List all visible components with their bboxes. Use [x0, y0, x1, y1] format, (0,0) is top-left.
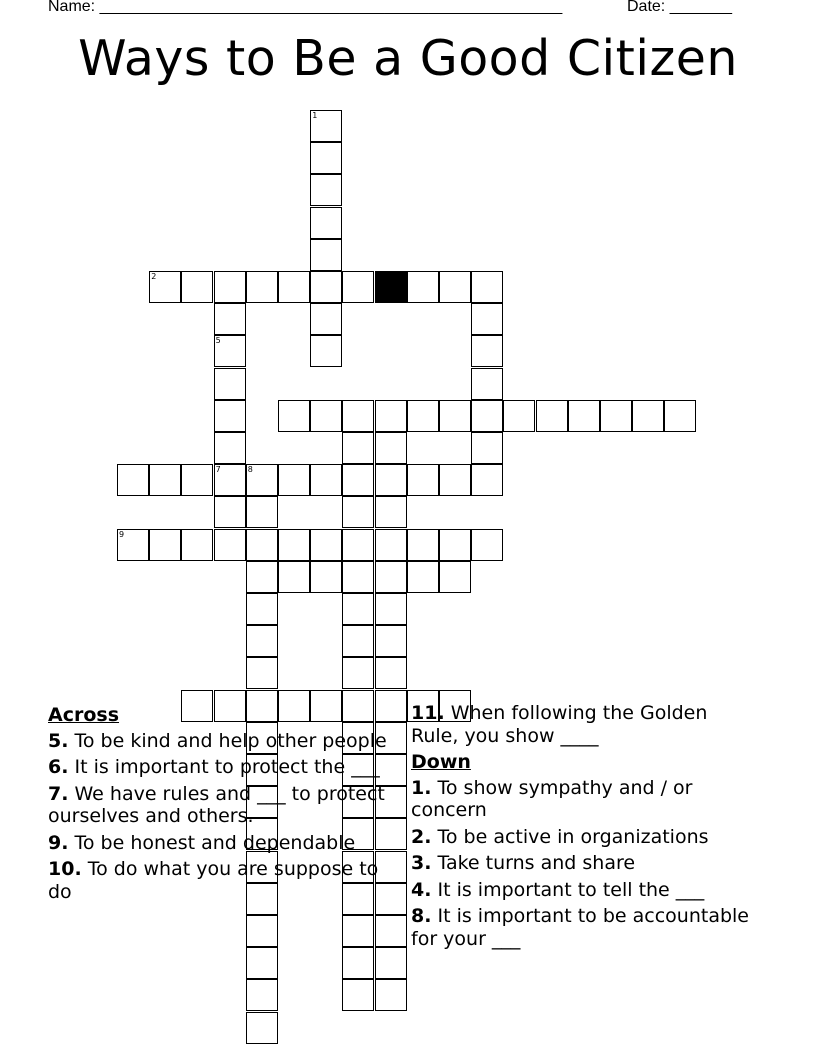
- clue-number: 10.: [48, 858, 82, 880]
- grid-cell[interactable]: [342, 464, 374, 496]
- grid-cell[interactable]: [278, 400, 310, 432]
- clue-number-label: 7: [215, 465, 221, 475]
- grid-cell[interactable]: [278, 529, 310, 561]
- grid-cell[interactable]: [246, 979, 278, 1011]
- across-clue-5: [48, 730, 393, 753]
- grid-cell[interactable]: [149, 271, 181, 303]
- grid-cell[interactable]: [181, 464, 213, 496]
- grid-cell[interactable]: [246, 464, 278, 496]
- clue-number-label: 5: [215, 336, 221, 346]
- clue-text: We have rules and ___ to protect ourselves and others.: [48, 782, 385, 827]
- grid-cell[interactable]: [246, 529, 278, 561]
- grid-cell[interactable]: [310, 303, 342, 335]
- grid-cell[interactable]: [278, 271, 310, 303]
- grid-cell[interactable]: [278, 561, 310, 593]
- grid-cell[interactable]: [342, 979, 374, 1011]
- across-clue-11: [411, 702, 756, 747]
- grid-cell[interactable]: [375, 529, 407, 561]
- clue-text: To be active in organizations: [437, 825, 709, 848]
- grid-cell[interactable]: [342, 271, 374, 303]
- grid-cell[interactable]: [375, 432, 407, 464]
- name-field-label: Name: ____________________________________________________: [48, 0, 563, 15]
- clue-text: To do what you are suppose to do: [48, 858, 379, 903]
- grid-cell[interactable]: [342, 625, 374, 657]
- down-heading: Down: [411, 751, 471, 773]
- across-clue-9: [48, 832, 393, 855]
- grid-cell[interactable]: [439, 561, 471, 593]
- clue-number: 1.: [411, 776, 432, 799]
- grid-cell[interactable]: [375, 657, 407, 689]
- grid-cell[interactable]: [310, 271, 342, 303]
- grid-cell[interactable]: [214, 496, 246, 528]
- grid-cell[interactable]: [375, 593, 407, 625]
- grid-cell[interactable]: [375, 561, 407, 593]
- grid-cell[interactable]: [117, 464, 149, 496]
- grid-cell[interactable]: [407, 561, 439, 593]
- grid-cell[interactable]: [471, 303, 503, 335]
- grid-cell[interactable]: [214, 400, 246, 432]
- clue-text: It is important to protect the ___: [74, 756, 380, 778]
- clue-number: 3.: [411, 852, 432, 874]
- clue-text: It is important to be accountable for your ___: [411, 905, 749, 950]
- clue-number: 7.: [48, 782, 69, 805]
- grid-cell[interactable]: [246, 657, 278, 689]
- grid-cell[interactable]: [600, 400, 632, 432]
- grid-cell[interactable]: [214, 368, 246, 400]
- grid-cell[interactable]: [246, 561, 278, 593]
- clue-number-label: 9: [119, 529, 125, 539]
- down-clue-4: [411, 879, 756, 902]
- grid-cell[interactable]: [342, 561, 374, 593]
- grid-cell[interactable]: [214, 303, 246, 335]
- grid-cell[interactable]: [407, 464, 439, 496]
- grid-cell[interactable]: [214, 335, 246, 367]
- grid-cell[interactable]: [278, 464, 310, 496]
- grid-cell[interactable]: [503, 400, 535, 432]
- clue-number: 6.: [48, 756, 69, 778]
- grid-cell[interactable]: [342, 529, 374, 561]
- down-clue-3: [411, 852, 756, 875]
- grid-cell[interactable]: [310, 529, 342, 561]
- grid-cell[interactable]: [471, 271, 503, 303]
- clue-text: It is important to tell the ___: [437, 878, 705, 901]
- grid-cell[interactable]: [664, 400, 696, 432]
- grid-cell[interactable]: [375, 496, 407, 528]
- grid-cell[interactable]: [149, 529, 181, 561]
- across-clue-6: [48, 756, 393, 779]
- grid-cell[interactable]: [246, 496, 278, 528]
- grid-cell[interactable]: [246, 593, 278, 625]
- grid-cell[interactable]: [407, 400, 439, 432]
- grid-cell[interactable]: [246, 271, 278, 303]
- grid-cell[interactable]: [214, 271, 246, 303]
- clue-number-label: 2: [151, 272, 157, 281]
- across-clue-10: [48, 858, 393, 903]
- grid-cell[interactable]: [310, 335, 342, 367]
- grid-cell[interactable]: [407, 271, 439, 303]
- clue-text: To be honest and dependable: [74, 831, 356, 854]
- grid-cell[interactable]: [439, 400, 471, 432]
- grid-cell[interactable]: [214, 529, 246, 561]
- grid-cell[interactable]: [342, 947, 374, 979]
- down-clue-2: [411, 826, 756, 849]
- grid-cell[interactable]: [246, 947, 278, 979]
- across-heading: Across: [48, 704, 120, 726]
- clue-text: When following the Golden Rule, you show ____: [411, 702, 708, 747]
- grid-cell[interactable]: [471, 529, 503, 561]
- grid-cell[interactable]: [632, 400, 664, 432]
- grid-cell[interactable]: [342, 593, 374, 625]
- clue-number: 8.: [411, 905, 432, 927]
- grid-blocked-cell: [375, 271, 407, 303]
- clue-number-label: 1: [312, 111, 318, 120]
- clue-number: 4.: [411, 878, 432, 901]
- grid-cell[interactable]: [568, 400, 600, 432]
- grid-cell[interactable]: [214, 432, 246, 464]
- grid-cell[interactable]: [310, 400, 342, 432]
- grid-cell[interactable]: [246, 625, 278, 657]
- grid-cell[interactable]: [375, 400, 407, 432]
- grid-cell[interactable]: [407, 529, 439, 561]
- clue-text: To show sympathy and / or concern: [411, 776, 693, 821]
- grid-cell[interactable]: [310, 207, 342, 239]
- across-clue-7: [48, 783, 393, 828]
- grid-cell[interactable]: [310, 561, 342, 593]
- down-clue-8: [411, 905, 756, 950]
- grid-cell[interactable]: [310, 110, 342, 142]
- grid-cell[interactable]: [471, 400, 503, 432]
- clue-number: 2.: [411, 825, 432, 848]
- grid-cell[interactable]: [471, 335, 503, 367]
- clues-left-column: [48, 702, 393, 907]
- grid-cell[interactable]: [181, 529, 213, 561]
- grid-cell[interactable]: [214, 464, 246, 496]
- grid-cell[interactable]: [342, 432, 374, 464]
- grid-cell[interactable]: [439, 271, 471, 303]
- grid-cell[interactable]: [310, 464, 342, 496]
- grid-cell[interactable]: [310, 174, 342, 206]
- grid-cell[interactable]: [117, 529, 149, 561]
- grid-cell[interactable]: [375, 464, 407, 496]
- grid-cell[interactable]: [375, 979, 407, 1011]
- grid-cell[interactable]: [439, 464, 471, 496]
- grid-cell[interactable]: [246, 1012, 278, 1044]
- clue-number-label: 8: [247, 465, 253, 475]
- date-field-label: Date: _______: [627, 0, 732, 15]
- clue-number: 9.: [48, 831, 69, 854]
- grid-cell[interactable]: [375, 947, 407, 979]
- grid-cell[interactable]: [342, 657, 374, 689]
- grid-cell[interactable]: [536, 400, 568, 432]
- grid-cell[interactable]: [310, 239, 342, 271]
- grid-cell[interactable]: [310, 142, 342, 174]
- clue-number: 5.: [48, 729, 69, 752]
- grid-cell[interactable]: [149, 464, 181, 496]
- grid-cell[interactable]: [375, 625, 407, 657]
- grid-cell[interactable]: [342, 496, 374, 528]
- down-clue-1: [411, 777, 756, 822]
- grid-cell[interactable]: [471, 368, 503, 400]
- page-title: Ways to Be a Good Citizen: [78, 30, 738, 87]
- clue-text: Take turns and share: [437, 852, 636, 874]
- clues-right-column: [411, 702, 756, 954]
- grid-cell[interactable]: [375, 915, 407, 947]
- grid-cell[interactable]: [342, 915, 374, 947]
- grid-cell[interactable]: [471, 464, 503, 496]
- grid-cell[interactable]: [246, 915, 278, 947]
- grid-cell[interactable]: [342, 400, 374, 432]
- grid-cell[interactable]: [439, 529, 471, 561]
- grid-cell[interactable]: [471, 432, 503, 464]
- grid-cell[interactable]: [181, 271, 213, 303]
- clue-text: To be kind and help other people: [74, 729, 387, 752]
- clue-number: 11.: [411, 702, 445, 724]
